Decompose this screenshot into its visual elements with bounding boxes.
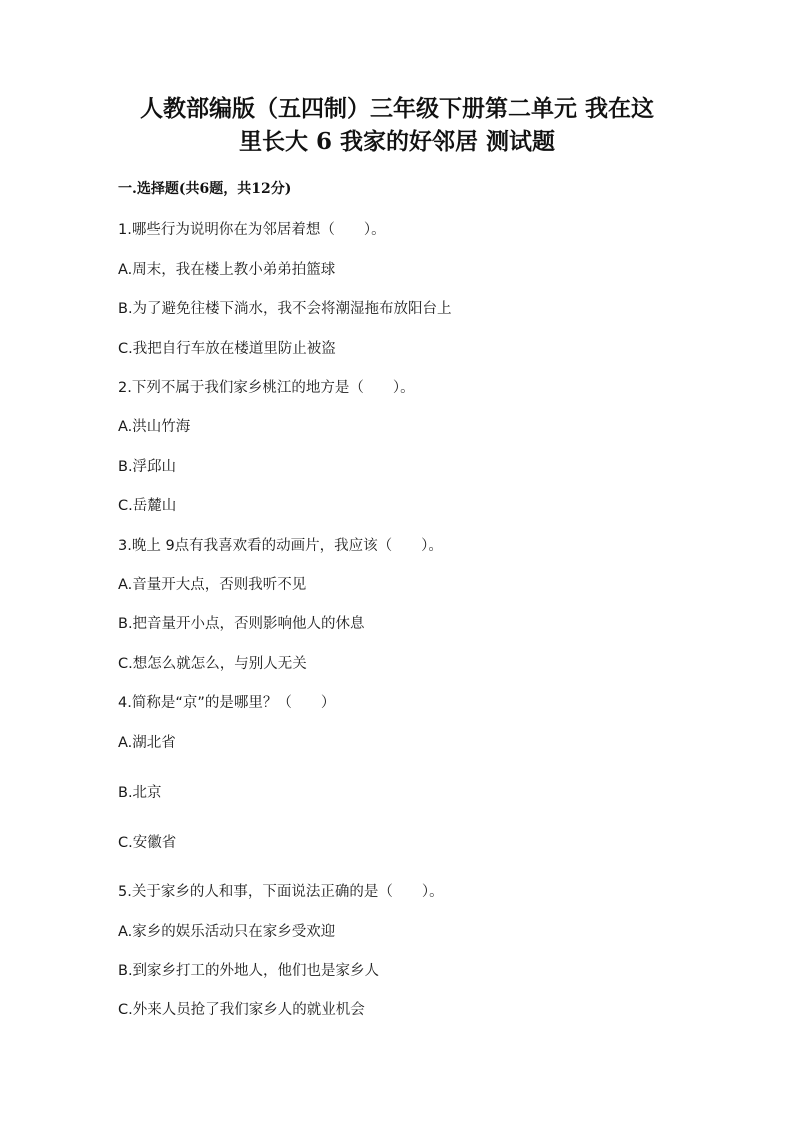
question-5-stem: 5.关于家乡的人和事，下面说法正确的是（ ）。 bbox=[118, 884, 444, 900]
document-title bbox=[90, 92, 704, 158]
question-2-option-a: A.洪山竹海 bbox=[118, 419, 191, 435]
question-3-option-a: A.音量开大点，否则我听不见 bbox=[118, 577, 307, 593]
question-3-option-c: C.想怎么就怎么，与别人无关 bbox=[118, 656, 307, 672]
question-4-stem: 4.简称是“京”的是哪里？（ ） bbox=[118, 695, 336, 711]
question-5-option-b: B.到家乡打工的外地人，他们也是家乡人 bbox=[118, 963, 380, 979]
question-2-option-c: C.岳麓山 bbox=[118, 498, 177, 514]
question-3-option-b: B.把音量开小点，否则影响他人的休息 bbox=[118, 616, 365, 632]
question-4-option-a: A.湖北省 bbox=[118, 735, 176, 751]
section-heading: 一.选择题(共6题，共12分) bbox=[118, 181, 292, 197]
question-1-option-b: B.为了避免往楼下淌水，我不会将潮湿拖布放阳台上 bbox=[118, 301, 452, 317]
question-1-option-c: C.我把自行车放在楼道里防止被盗 bbox=[118, 341, 336, 357]
question-4-option-c: C.安徽省 bbox=[118, 835, 177, 851]
question-4-option-b: B.北京 bbox=[118, 785, 162, 801]
question-1-option-a: A.周末，我在楼上教小弟弟拍篮球 bbox=[118, 262, 336, 278]
question-2-stem: 2.下列不属于我们家乡桃江的地方是（ ）。 bbox=[118, 380, 415, 396]
question-5-option-c: C.外来人员抢了我们家乡人的就业机会 bbox=[118, 1002, 365, 1018]
title-line-2: 里长大 6 我家的好邻居 测试题 bbox=[238, 128, 556, 155]
question-1-stem: 1.哪些行为说明你在为邻居着想（ ）。 bbox=[118, 222, 386, 238]
title-line-1: 人教部编版（五四制）三年级下册第二单元 我在这 bbox=[139, 95, 654, 122]
question-2-option-b: B.浮邱山 bbox=[118, 459, 177, 475]
question-5-option-a: A.家乡的娱乐活动只在家乡受欢迎 bbox=[118, 924, 336, 940]
question-3-stem: 3.晚上 9点有我喜欢看的动画片，我应该（ ）。 bbox=[118, 538, 443, 554]
